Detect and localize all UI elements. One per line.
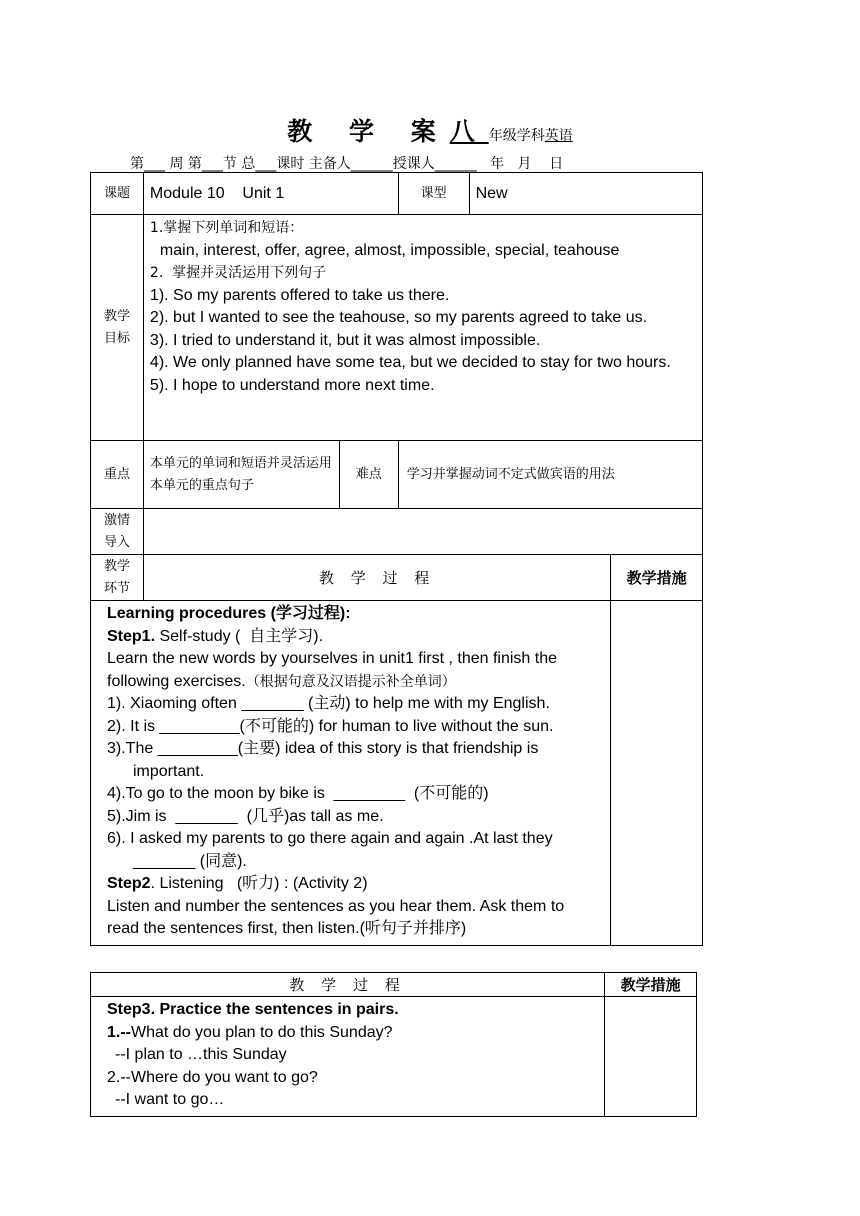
objective-sentence-3: 3). I tried to understand it, but it was almost impossible.: [149, 331, 541, 349]
title-text: 教 学 案: [287, 117, 450, 146]
objectives-label-line1: 教学: [103, 308, 130, 324]
step3-a2: --I want to go…: [115, 1091, 225, 1108]
step3-content: [91, 997, 605, 1117]
key-value: 本单元的单词和短语并灵活运用本单元的重点句子: [143, 441, 339, 509]
step1-intro: [107, 648, 606, 693]
exercise-2: 2). It is _________(不可能的) for human to live without the sun.: [107, 717, 554, 735]
objective-sentence-4: 4). We only planned have some tea, but we decided to stay for two hours.: [149, 354, 671, 371]
topic-value: Module 10 Unit 1: [143, 173, 398, 215]
type-value: New: [469, 173, 702, 215]
intro-label-line2: 导入: [103, 534, 130, 550]
objective-sentence-5: 5). I hope to understand more next time.: [149, 376, 435, 394]
document-title: [0, 112, 860, 148]
grade-suffix: 年级学科: [488, 128, 545, 144]
step2-body: Listen and number the sentences as you hear them. Ask them to read the sentences first, then listen.(听句子并排序): [107, 897, 565, 937]
stage-label-line1: 教学: [103, 558, 130, 574]
step1-title: Step1.: [107, 627, 156, 645]
lesson-plan-table: [90, 172, 703, 946]
measures-content: [611, 601, 703, 946]
step1-rest: Self-study ( 自主学习).: [155, 627, 324, 645]
topic-label: 课题: [91, 173, 144, 215]
exercise-1: 1). Xiaoming often _______ (主动) to help me with my English.: [107, 695, 550, 712]
objective-sentence-1: 1). So my parents offered to take us there.: [149, 286, 450, 304]
intro-label: [91, 509, 144, 555]
objectives-content: [143, 215, 702, 441]
key-label: 重点: [91, 441, 144, 509]
measures-header: 教学措施: [611, 555, 703, 601]
intro-content: [143, 509, 702, 555]
stage-label-line2: 环节: [103, 580, 130, 596]
process-table-2: [90, 972, 697, 1117]
measures-content-2: [605, 997, 697, 1117]
objective-item-1: 1.掌握下列单词和短语：: [149, 220, 304, 236]
objective-sentence-2: 2). but I wanted to see the teahouse, so my parents agreed to take us.: [149, 309, 648, 326]
measures-header-2: 教学措施: [605, 973, 697, 997]
info-line: 第___ 周 第___节 总___课时 主备人______授课人______ 年 月 日: [130, 156, 564, 172]
process-header: 教 学 过 程: [143, 555, 610, 601]
step3-q1: 1.--What do you plan to do this Sunday?: [107, 1023, 393, 1041]
procedures-content: [91, 601, 611, 946]
step3-q1-text: What do you plan to do this Sunday?: [131, 1023, 393, 1041]
procedures-heading: [107, 603, 606, 626]
exercise-5: 5).Jim is _______ (几乎)as tall as me.: [107, 807, 384, 825]
step2-heading: [107, 873, 606, 896]
difficulty-label: 难点: [339, 441, 398, 509]
exercise-4: 4).To go to the moon by bike is ________ (不可能的): [107, 785, 489, 802]
step2-rest: . Listening (听力) : (Activity 2): [150, 875, 368, 892]
step3-q2: 2.--Where do you want to go?: [107, 1068, 318, 1086]
difficulty-value: 学习并掌握动词不定式做宾语的用法: [398, 441, 702, 509]
intro-label-line1: 激情: [103, 512, 130, 528]
objective-words: main, interest, offer, agree, almost, impossible, special, teahouse: [159, 241, 620, 259]
exercise-6: 6). I asked my parents to go there again and again .At last they _______ (同意).: [107, 830, 553, 870]
exercise-3: 3).The _________(主要) idea of this story is that friendship is important.: [107, 740, 539, 780]
step1-heading: [107, 626, 606, 649]
procedures-heading-text: Learning procedures (学习过程):: [107, 605, 351, 622]
objective-item-2: 2. 掌握并灵活运用下列句子: [149, 265, 327, 281]
step3-a1: --I plan to …this Sunday: [115, 1046, 287, 1063]
step1-intro-text: Learn the new words by yourselves in unit1 first , then finish the following exercises.: [107, 650, 558, 690]
grade-value: 八: [449, 117, 489, 146]
type-label: 课型: [398, 173, 469, 215]
step3-title: Step3. Practice the sentences in pairs.: [107, 1001, 399, 1018]
stage-label: [91, 555, 144, 601]
subject-value: 英语: [544, 128, 573, 144]
step3-heading: [107, 999, 600, 1022]
objectives-label-line2: 目标: [103, 330, 130, 346]
process-header-2: 教 学 过 程: [91, 973, 605, 997]
step2-title: Step2: [107, 875, 151, 892]
step1-intro-cn: （根据句意及汉语提示补全单词）: [245, 673, 456, 690]
objectives-label: [91, 215, 144, 441]
